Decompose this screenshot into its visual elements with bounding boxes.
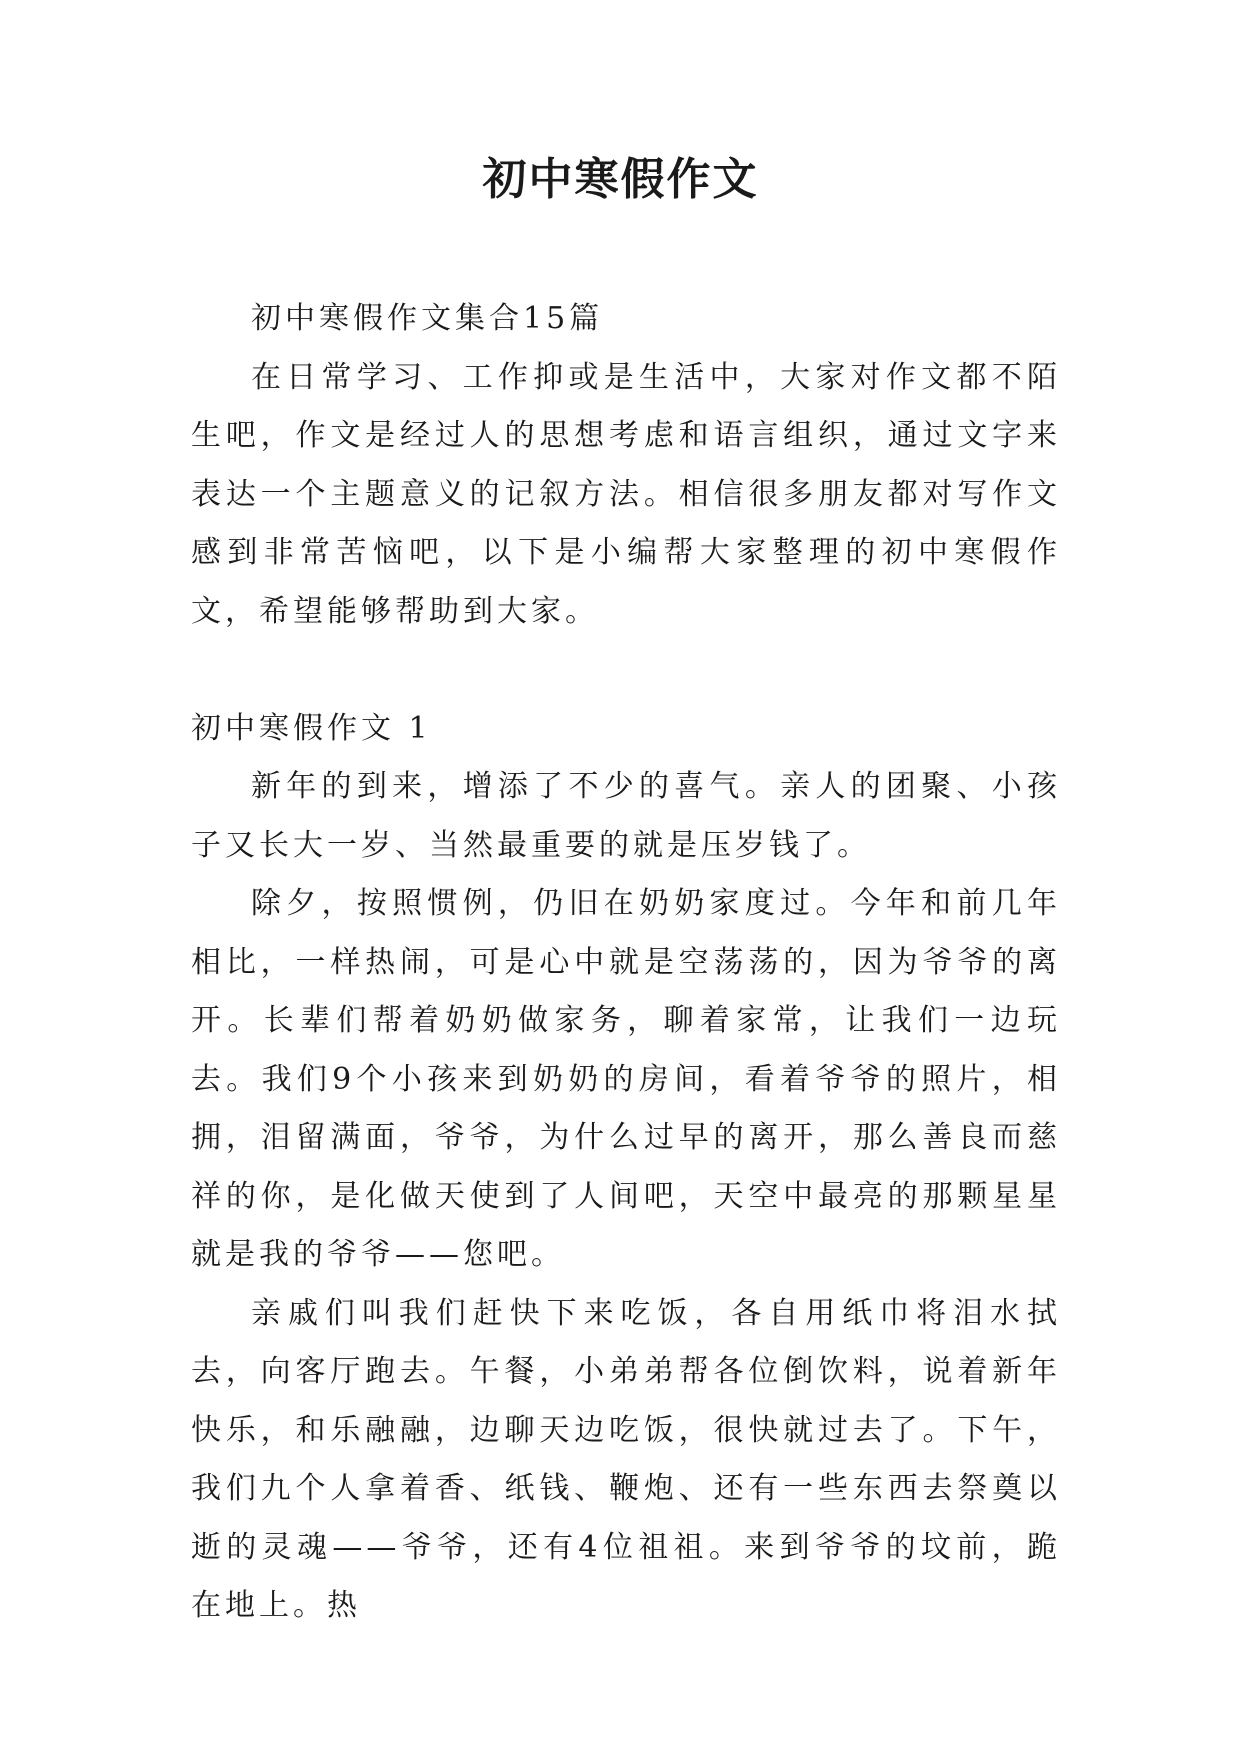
section-paragraph: 新年的到来，增添了不少的喜气。亲人的团聚、小孩子又长大一岁、当然最重要的就是压岁钱了。 [191,769,1061,863]
intro-paragraph: 在日常学习、工作抑或是生活中，大家对作文都不陌生吧，作文是经过人的思想考虑和语言组织，通过文字来表达一个主题意义的记叙方法。相信很多朋友都对写作文感到非常苦恼吧，以下是小编帮大家整理的初中寒假作文，希望能够帮助到大家。 [191,359,1061,629]
document-title: 初中寒假作文 [482,154,759,205]
section-paragraph: 亲戚们叫我们赶快下来吃饭，各自用纸巾将泪水拭去，向客厅跑去。午餐，小弟弟帮各位倒饮料，说着新年快乐，和乐融融，边聊天边吃饭，很快就过去了。下午，我们九个人拿着香、纸钱、鞭炮、还有一些东西去祭奠以逝的灵魂——爷爷，还有4位祖祖。来到爷爷的坟前，跪在地上。热 [191,1295,1061,1623]
section-spacer [191,641,1061,700]
intro-subtitle: 初中寒假作文集合15篇 [251,301,604,336]
section-heading: 初中寒假作文 1 [191,710,432,746]
section-paragraph: 除夕，按照惯例，仍旧在奶奶家度过。今年和前几年相比，一样热闹，可是心中就是空荡荡的，因为爷爷的离开。长辈们帮着奶奶做家务，聊着家常，让我们一边玩去。我们9个小孩来到奶奶的房间，看着爷爷的照片，相拥，泪留满面，爷爷，为什么过早的离开，那么善良而慈祥的你，是化做天使到了人间吧，天空中最亮的那颗星星就是我的爷爷——您吧。 [191,886,1061,1272]
document-body [191,290,1061,1636]
